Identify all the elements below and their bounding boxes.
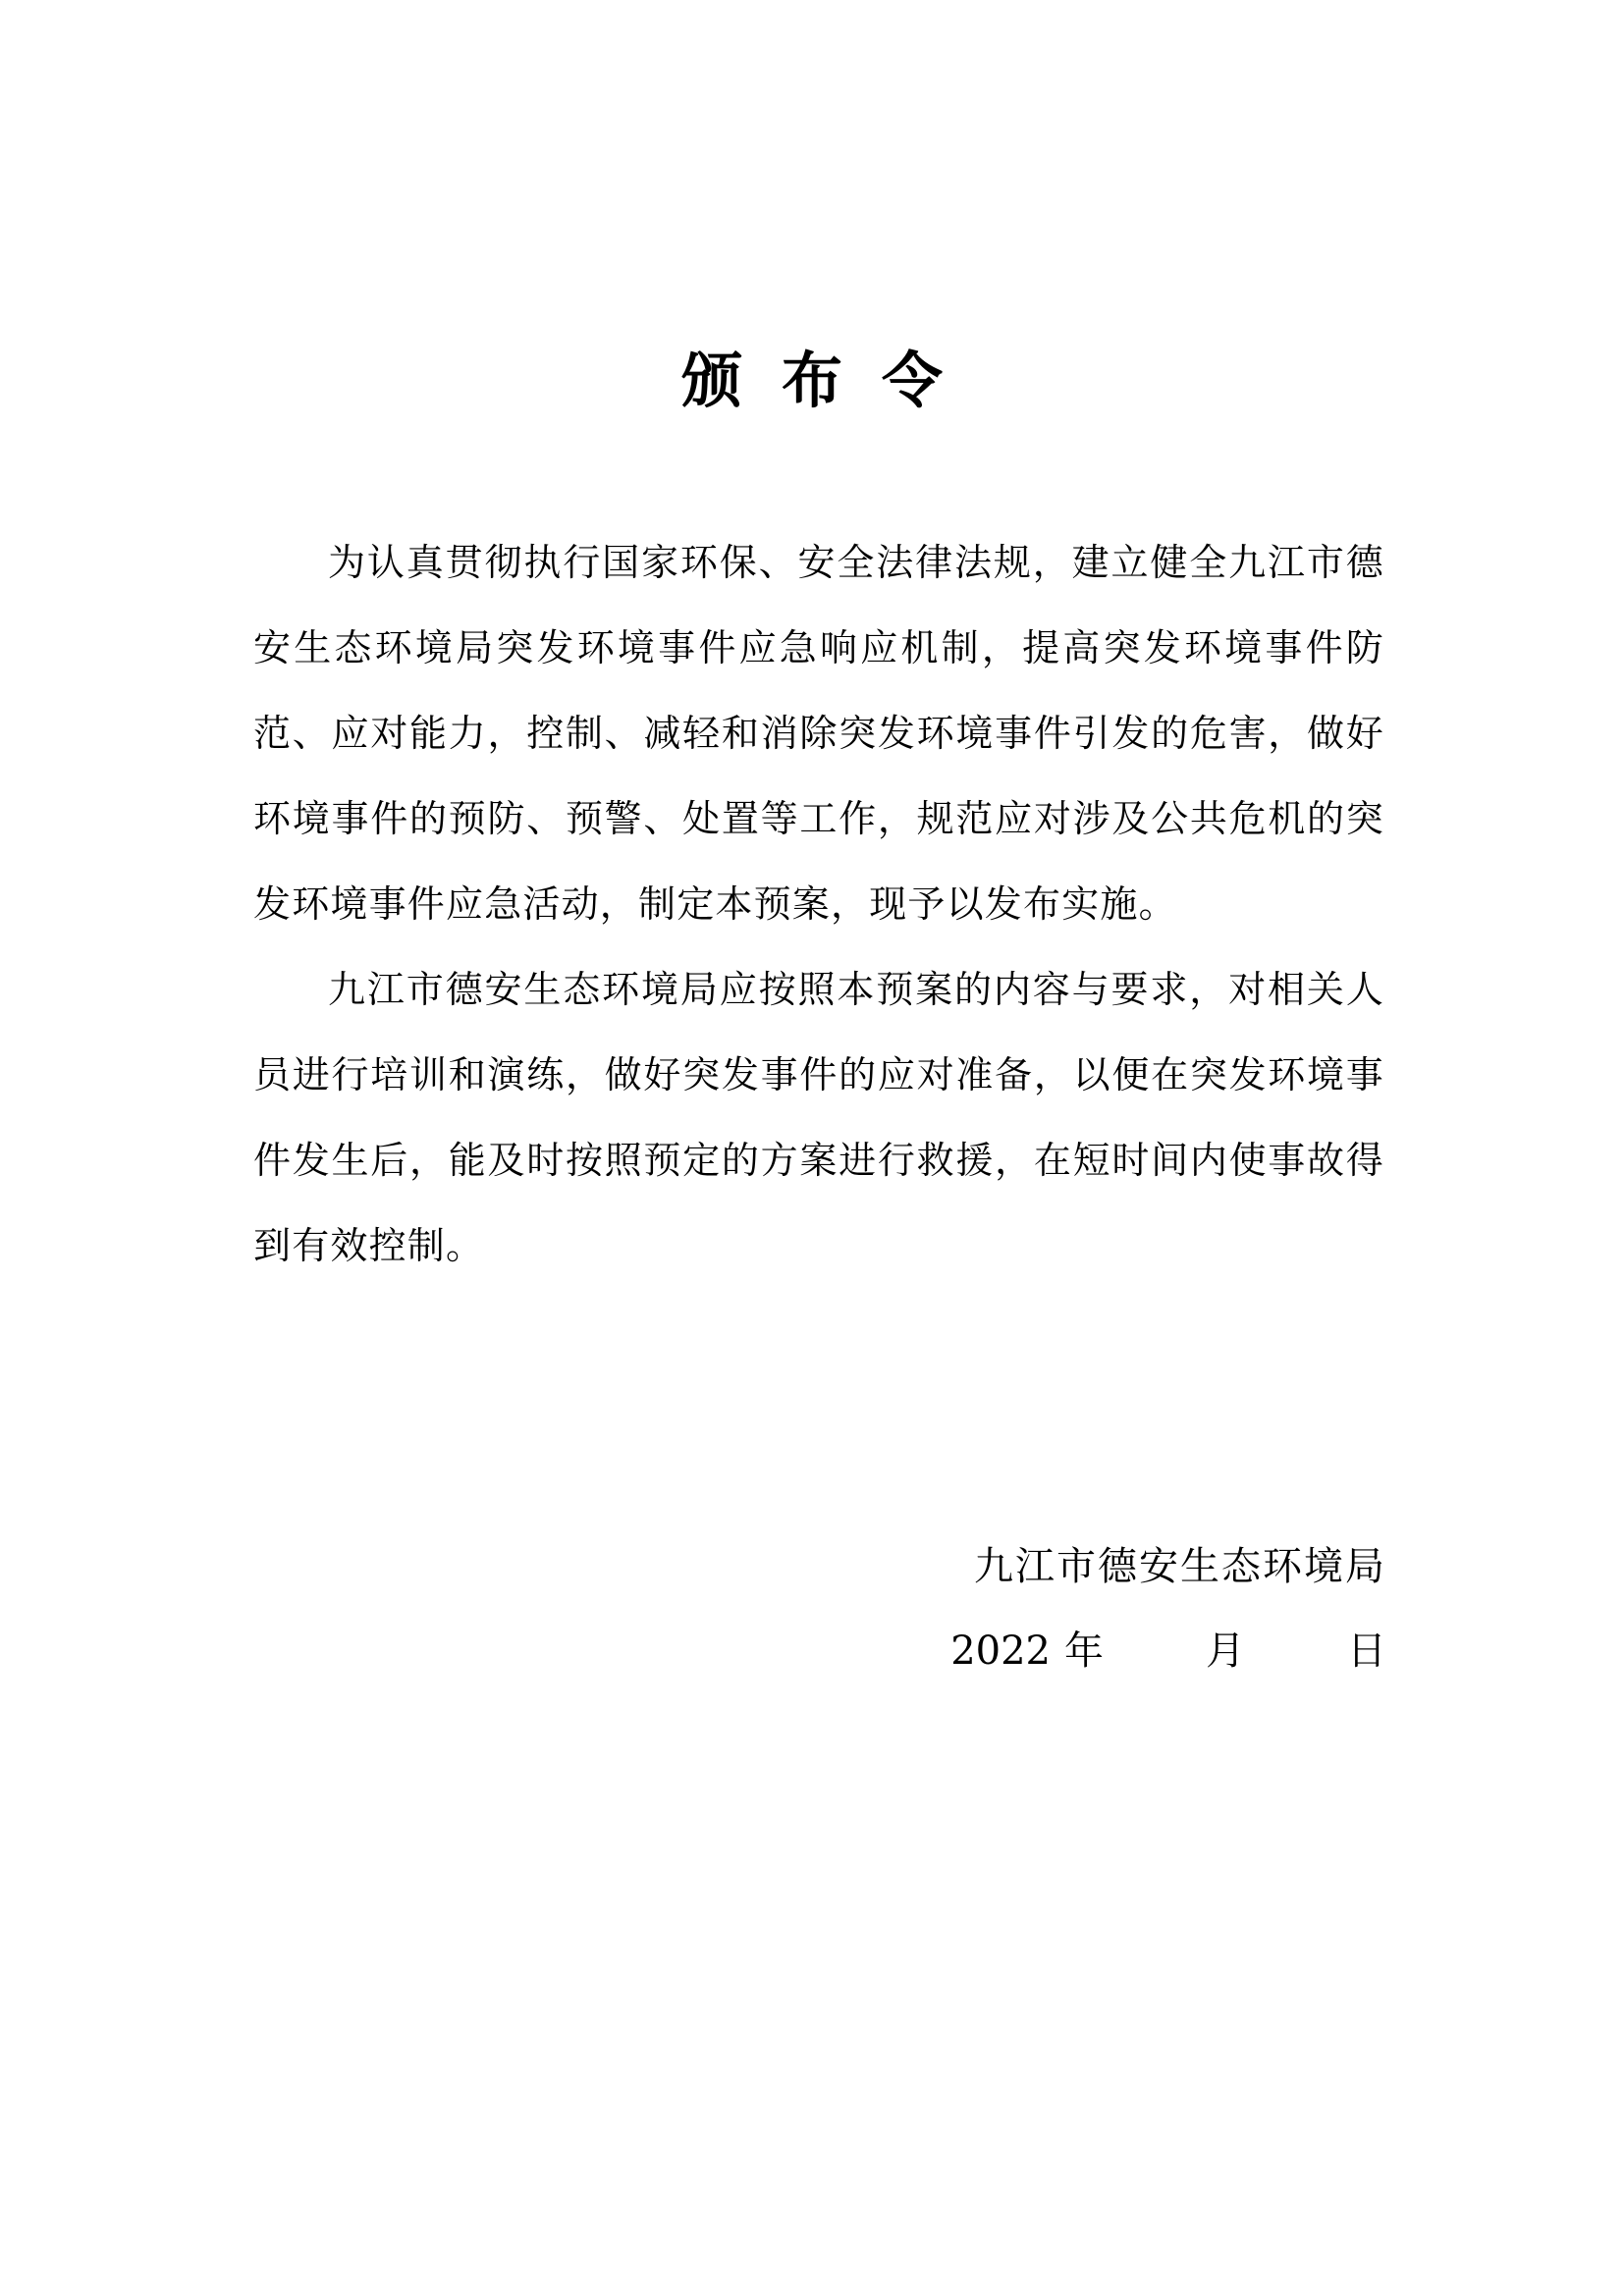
document-body bbox=[253, 520, 1384, 1289]
page-title: 颁布令 bbox=[680, 345, 982, 416]
date-month-unit: 月 bbox=[1206, 1629, 1245, 1674]
date-year-unit: 年 bbox=[1064, 1629, 1104, 1674]
signature-block bbox=[950, 1524, 1386, 1693]
paragraph-2: 九江市德安生态环境局应按照本预案的内容与要求，对相关人员进行培训和演练，做好突发事件的应对准备，以便在突发环境事件发生后，能及时按照预定的方案进行救援，在短时间内使事故得到有效控制。 bbox=[253, 968, 1384, 1267]
paragraph-1: 为认真贯彻执行国家环保、安全法律法规，建立健全九江市德安生态环境局突发环境事件应急响应机制，提高突发环境事件防范、应对能力，控制、减轻和消除突发环境事件引发的危害，做好环境事件的预防、预警、处置等工作，规范应对涉及公共危机的突发环境事件应急活动，制定本预案，现予以发布实施。 bbox=[253, 541, 1384, 926]
signature-date bbox=[950, 1609, 1386, 1693]
signature-organization: 九江市德安生态环境局 bbox=[974, 1544, 1386, 1589]
date-day-unit: 日 bbox=[1347, 1629, 1386, 1674]
date-year: 2022 bbox=[950, 1629, 1051, 1674]
